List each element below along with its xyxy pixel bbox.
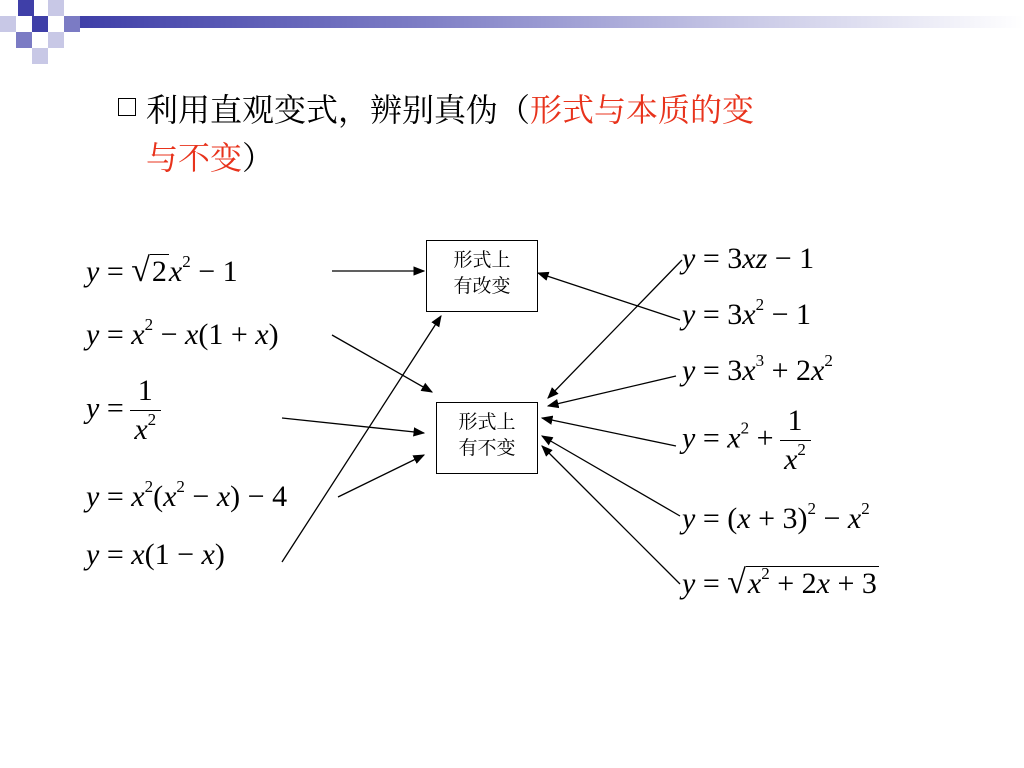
arrow <box>338 455 424 497</box>
arrow <box>542 446 680 584</box>
arrow <box>282 316 441 562</box>
equation-right-1: y = 3xz − 1 <box>682 242 815 275</box>
arrow <box>538 273 680 320</box>
title-main-text: 利用直观变式，辨别真伪（ <box>146 91 531 129</box>
equation-right-3: $y = 3x^3 + 2x^2$ <box>682 351 833 387</box>
title-close-paren: ） <box>242 139 275 177</box>
box-line: 有改变 <box>453 275 511 297</box>
equation-left-2: $y = x^2 - x(1 + x)$ <box>86 315 279 351</box>
arrow <box>548 376 676 406</box>
arrow <box>548 260 682 398</box>
equation-right-6: $y = √x^2 + 2x + 3$ <box>682 564 877 601</box>
box-line: 有不变 <box>458 437 516 459</box>
equation-left-1: $y = √2x^2 - 1$ <box>86 252 238 289</box>
equation-left-5: y = x(1 − x) <box>86 538 225 571</box>
box-form-unchanged <box>436 402 538 474</box>
arrow <box>332 335 432 392</box>
box-line: 形式上 <box>458 411 516 433</box>
arrow <box>542 436 680 516</box>
arrow <box>282 418 424 433</box>
equation-left-3: y = $\frac{1}{x^2}$ <box>86 374 161 447</box>
equation-left-4: $y = x^2(x^2 - x) - 4$ <box>86 477 288 513</box>
arrow <box>542 418 676 446</box>
box-line: 形式上 <box>453 249 511 271</box>
box-form-changed <box>426 240 538 312</box>
title-red-text-1: 形式与本质的变 <box>530 91 755 129</box>
equation-right-4: $y = x^2$ + $\frac{1}{x^2}$ <box>682 404 811 477</box>
title-red-text-2: 与不变 <box>146 139 243 177</box>
equation-right-5: $y = (x + 3)^2 - x^2$ <box>682 499 870 535</box>
equation-right-2: $y = 3x^2 - 1$ <box>682 295 811 331</box>
